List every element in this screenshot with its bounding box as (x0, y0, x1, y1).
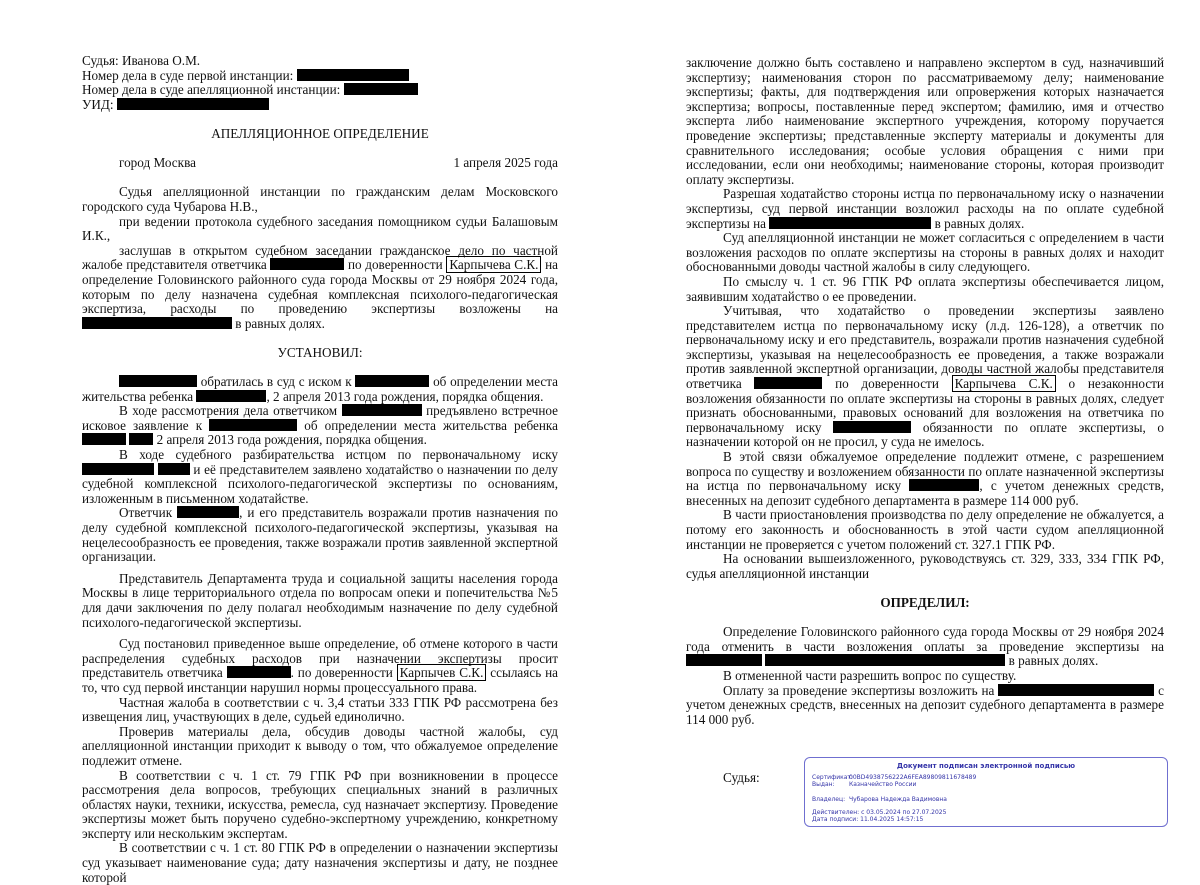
redaction (270, 258, 344, 270)
stamp-issued-label: Выдан: (812, 781, 835, 788)
paragraph: Проверив материалы дела, обсудив доводы частной жалобы, суд апелляционной инстанции приходит к выводу о том, что обжалуемое определение подлежит отмене. (82, 723, 558, 768)
paragraph: Оплату за проведение экспертизы возложить на с учетом денежных средств, внесенных на депозит судебного департамента в размере 114 000 руб. (686, 682, 1165, 727)
paragraph: По смыслу ч. 1 ст. 96 ГПК РФ оплата экспертизы обеспечивается лицом, заявившим ходатайство о ее проведении. (686, 273, 1164, 304)
stamp-owner-label: Владелец: (812, 796, 846, 803)
stamp-title: Документ подписан электронной подписью (896, 762, 1076, 770)
case-number-first: Номер дела в суде первой инстанции: (82, 69, 558, 84)
judge-line: Судья: Иванова О.М. (82, 53, 201, 68)
redaction (297, 69, 409, 81)
redaction (196, 390, 266, 402)
case-number-appeal: Номер дела в суде апелляционной инстанции: (82, 83, 558, 98)
paragraph: Судья апелляционной инстанции по гражданским делам Московского городского суда Чубарова Н.В., (82, 184, 558, 214)
redaction (833, 421, 911, 433)
redaction (119, 375, 197, 387)
date: 1 апреля 2025 года (453, 155, 558, 171)
redaction (686, 654, 762, 666)
stamp-issued-value: Казначейство России (849, 781, 917, 788)
paragraph: В ходе рассмотрения дела ответчиком предъявлено встречное исковое заявление к об определении места жительства ребенка 2 апреля 2013 года рождения, порядка общения. (82, 403, 558, 448)
redaction (158, 463, 190, 475)
highlighted-name: Карпычева С.К. (952, 375, 1056, 392)
paragraph: Разрешая ходатайство стороны истца по первоначальному иску о назначении экспертизы, суд первой инстанции возложил расходы на по оплате судебной экспертизы на в равных долях. (686, 186, 1164, 231)
left-column (82, 54, 558, 885)
place-date (82, 156, 558, 171)
right-column (686, 56, 1164, 786)
paragraph: Определение Головинского районного суда города Москвы от 29 ноября 2024 года отменить в части возложения оплаты за проведение экспертизы на в равных долях. (686, 624, 1164, 669)
stamp-valid: Действителен: с 03.05.2024 по 27.07.2025 (812, 809, 947, 816)
paragraph: В отмененной части разрешить вопрос по существу. (723, 667, 1017, 683)
redaction (342, 404, 422, 416)
paragraph: В ходе судебного разбирательства истцом по первоначальному иску и её представителем заявлено ходатайство о назначении по делу судебной комплексной психолого-педагогической экспертизы по основаниям, изложенным в письменном ходатайстве. (82, 447, 559, 506)
paragraph: при ведении протокола судебного заседания помощником судьи Балашовым И.К., (82, 213, 558, 244)
redaction (129, 433, 153, 445)
paragraph: Частная жалоба в соответствии с ч. 3,4 статьи 333 ГПК РФ рассмотрена без извещения лиц, участвующих в деле, судьей единолично. (82, 694, 558, 725)
redaction (344, 83, 418, 95)
paragraph: Суд апелляционной инстанции не может согласиться с определением в части возложения расходов по оплате экспертизы на стороны в равных долях и находит обоснованными доводы частной жалобы в силу следующего. (686, 230, 1164, 275)
paragraph: В соответствии с ч. 1 ст. 79 ГПК РФ при возникновении в процессе рассмотрения дела вопросов, требующих специальных знаний в различных областях науки, техники, искусства, ремесла, суд назначает экспертизу. Проведение экспертизы может быть поручено судебно-экспертному учреждению, конкретному эксперту или нескольким экспертам. (82, 767, 558, 841)
redaction (82, 463, 154, 475)
uid-line: УИД: (82, 98, 558, 113)
redaction (769, 217, 931, 229)
judge-signature-label: Судья: (723, 770, 760, 786)
paragraph: заключение должно быть составлено и направлено экспертом в суд, назначивший экспертизу; наименования сторон по рассматриваемому делу; наименование экспертизы; факты, для подтверждения или опровержения которых назначается экспертиза; вопросы, поставленные перед экспертом; фамилию, имя и отчество эксперта либо наименование экспертного учреждения, которому поручается проведение экспертизы; представленные эксперту материалы и документы для сравнительного исследования; особые условия обращения с ними при исследовании, если они необходимы; наименование стороны, которая производит оплату экспертизы. (686, 55, 1164, 187)
paragraph: Учитывая, что ходатайство о проведении экспертизы заявлено представителем истца по первоначальному иску (л.д. 126-128), а ответчик по первоначальному иску и его представитель, возражали против назначения судебной экспертизы, указывая на нецелесообразность ее проведения, а также возражали против заявленной экспертной организации, доводы частной жалобы представителя ответчика по доверенности Карпычева С.К. о незаконности возложения обязанности по оплате экспертизы на стороны в равных долях, следует признать обоснованными, правовых оснований для возложения на ответчика по первоначальному иску обязанности по оплате экспертизы, о назначении которой он не просил, у суда не имелось. (686, 303, 1164, 450)
paragraph: Ответчик , и его представитель возражали против назначения по делу судебной комплексной психолого-педагогической экспертизы, указывая на нецелесообразность ее проведения, также возражали против заявленной экспертной организации. (82, 505, 558, 565)
redaction (754, 377, 822, 389)
paragraph: В части приостановления производства по делу определение не обжалуется, а потому его законность и обоснованность в этой части судом апелляционной инстанции не проверяется с учетом положений ст. 327.1 ГПК РФ. (686, 507, 1164, 552)
redaction (117, 98, 269, 110)
electronic-signature-stamp (804, 757, 1168, 827)
redaction (227, 666, 291, 678)
section-heading-decided: ОПРЕДЕЛИЛ: (880, 594, 970, 610)
paragraph: Представитель Департамента труда и социальной защиты населения города Москвы в лице территориального отдела по вопросам опеки и попечительства №5 для дачи заключения по делу полагал необходимым назначение по делу судебной психолого-педагогической экспертизы. (82, 570, 558, 630)
document-title: АПЕЛЛЯЦИОННОЕ ОПРЕДЕЛЕНИЕ (211, 125, 429, 141)
redaction (177, 506, 239, 518)
paragraph: В соответствии с ч. 1 ст. 80 ГПК РФ в определении о назначении экспертизы суд указывает наименование суда; дату назначения экспертизы и дату, не позднее которой (82, 840, 558, 885)
paragraph: В этой связи обжалуемое определение подлежит отмене, с разрешением вопроса по существу и возложением обязанности по оплате назначенной экспертизы на истца по первоначальному иску , с учетом денежных средств, внесенных на депозит судебного департамента в размере 114 000 руб. (686, 449, 1164, 508)
paragraph: Суд постановил приведенное выше определение, об отмене которого в части распределения судебных расходов при назначении экспертизы просит представитель ответчика . по доверенности Карпычев С.К. ссылаясь на то, что суд первой инстанции нарушил нормы процессуального права. (82, 636, 558, 695)
redaction (82, 317, 232, 329)
paragraph: обратилась в суд с иском к об определении места жительства ребенка , 2 апреля 2013 года рождения, порядка общения. (82, 374, 559, 404)
highlighted-name: Карпычева С.К. (446, 256, 541, 273)
redaction (765, 654, 1005, 666)
highlighted-name: Карпычев С.К. (397, 664, 487, 681)
paragraph: На основании вышеизложенного, руководствуясь ст. 329, 333, 334 ГПК РФ, судья апелляционной инстанции (686, 551, 1164, 581)
city: город Москва (119, 155, 196, 171)
redaction (209, 419, 297, 431)
stamp-cert-value: 00BD4938756222A6FEA89809811678489 (849, 774, 977, 781)
stamp-owner-value: Чубарова Надежда Вадимовна (849, 796, 947, 803)
stamp-signed: Дата подписи: 11.04.2025 14:57:15 (812, 816, 924, 823)
paragraph: заслушав в открытом судебном заседании гражданское дело по частной жалобе представителя ответчика по доверенности Карпычева С.К. на определение Головинского районного суда города Москвы от 29 ноября 2024 года, которым по делу назначена судебная комплексная психолого-педагогическая экспертиза, расходы по проведению экспертизы возложены на в равных долях. (82, 242, 559, 331)
redaction (998, 684, 1154, 696)
redaction (355, 375, 429, 387)
section-heading-established: УСТАНОВИЛ: (277, 344, 363, 360)
stamp-cert-label: Сертификат: (812, 774, 853, 781)
redaction (82, 433, 126, 445)
redaction (909, 479, 979, 491)
